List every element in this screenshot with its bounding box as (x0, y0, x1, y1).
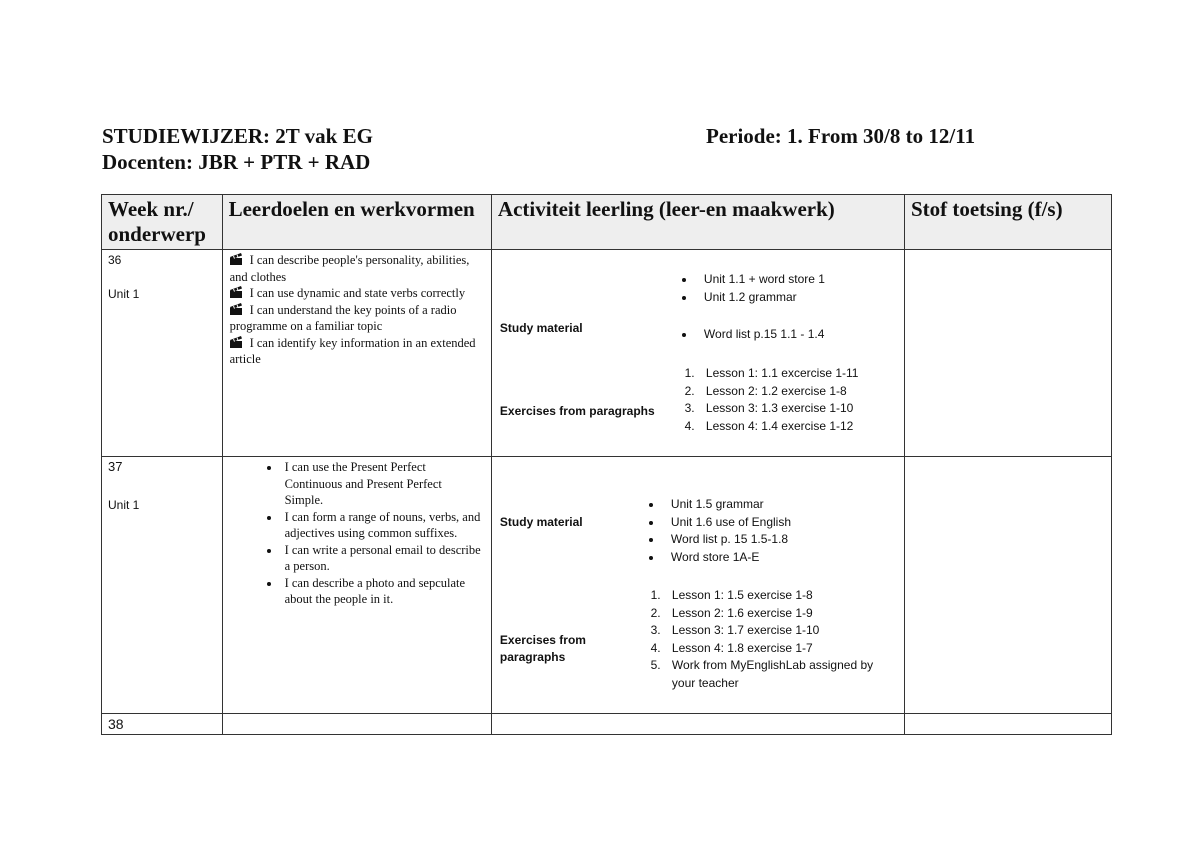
goals-cell (222, 457, 491, 714)
study-material-list (696, 271, 825, 344)
table-row (102, 714, 1112, 735)
list-item (230, 335, 485, 368)
list-item: • Unit 1.1 + word store 1 (696, 271, 825, 289)
list-item: • Word list p. 15 1.5-1.8 (663, 531, 791, 549)
list-item: 2. Lesson 2: 1.2 exercise 1-8 (698, 383, 859, 401)
goal-text: I can identify key information in an extended article (229, 335, 476, 366)
list-item: • I can describe a photo and sepculate about the people in it. (281, 575, 483, 608)
period-label: Periode: 1. From 30/8 to 12/11 (706, 124, 976, 148)
list-item: • Unit 1.6 use of English (663, 514, 791, 532)
list-item: 2. Lesson 2: 1.6 exercise 1-9 (664, 605, 874, 623)
goals-list (223, 459, 491, 608)
column-header-week: Week nr./ onderwerp (102, 195, 223, 250)
list-item (230, 302, 485, 335)
exercises-label: Exercises from paragraphs (499, 404, 655, 418)
study-material-list (663, 496, 791, 566)
study-guide-table (101, 194, 1112, 735)
column-header-test: Stof toetsing (f/s) (904, 195, 1111, 250)
list-item: 4. Lesson 4: 1.8 exercise 1-7 (664, 640, 874, 658)
activity-cell (491, 714, 904, 735)
test-cell (904, 457, 1111, 714)
clapperboard-icon (230, 303, 244, 315)
list-item: • Word store 1A-E (663, 549, 791, 567)
activity-cell (491, 457, 904, 714)
column-header-activity: Activiteit leerling (leer-en maakwerk) (491, 195, 904, 250)
goals-cell (222, 250, 491, 457)
list-item: 1. Lesson 1: 1.1 excercise 1-11 (698, 365, 859, 383)
unit-label: Unit 1 (108, 498, 140, 512)
list-item: 3. Lesson 3: 1.7 exercise 1-10 (664, 622, 874, 640)
list-item: • Unit 1.5 grammar (663, 496, 791, 514)
list-item: • Unit 1.2 grammar (696, 289, 825, 307)
clapperboard-icon (230, 253, 244, 265)
list-item: • I can use the Present Perfect Continuous and Present Perfect Simple. (281, 459, 483, 509)
test-cell (904, 714, 1111, 735)
study-material-label: Study material (499, 515, 583, 529)
week-cell (102, 250, 223, 457)
goals-list (223, 250, 491, 368)
list-item (230, 285, 485, 302)
activity-cell (491, 250, 904, 457)
list-item: 4. Lesson 4: 1.4 exercise 1-12 (698, 418, 859, 436)
exercises-label: Exercises from paragraphs (499, 633, 586, 664)
teachers-label: Docenten: JBR + PTR + RAD (102, 150, 371, 174)
week-cell (102, 457, 223, 714)
goal-text: I can describe people's personality, abilities, and clothes (229, 253, 470, 284)
test-cell (904, 250, 1111, 457)
list-item: • Word list p.15 1.1 - 1.4 (696, 326, 825, 344)
week-number: 37 (108, 459, 123, 474)
list-item: • I can form a range of nouns, verbs, and adjectives using common suffixes. (281, 509, 483, 542)
table-row (102, 250, 1112, 457)
clapperboard-icon (230, 336, 244, 348)
goal-text: I can understand the key points of a radio programme on a familiar topic (229, 302, 457, 333)
list-item: 3. Lesson 3: 1.3 exercise 1-10 (698, 400, 859, 418)
exercises-list (698, 365, 859, 435)
list-item: • I can write a personal email to describe a person. (281, 542, 483, 575)
header-row (102, 195, 1112, 250)
exercises-list (664, 587, 874, 692)
unit-label: Unit 1 (108, 287, 140, 301)
study-material-label: Study material (499, 321, 583, 335)
document-title: STUDIEWIJZER: 2T vak EG (102, 124, 373, 148)
week-cell (102, 714, 223, 735)
goals-cell (222, 714, 491, 735)
goal-text: I can use dynamic and state verbs correctly (249, 286, 466, 300)
week-number: 38 (108, 716, 124, 732)
table-row (102, 457, 1112, 714)
column-header-goals: Leerdoelen en werkvormen (222, 195, 491, 250)
week-number: 36 (108, 253, 122, 267)
list-item (230, 252, 485, 285)
list-item: 1. Lesson 1: 1.5 exercise 1-8 (664, 587, 874, 605)
list-item: 5. Work from MyEnglishLab assigned by your teacher (664, 657, 874, 692)
clapperboard-icon (230, 286, 244, 298)
